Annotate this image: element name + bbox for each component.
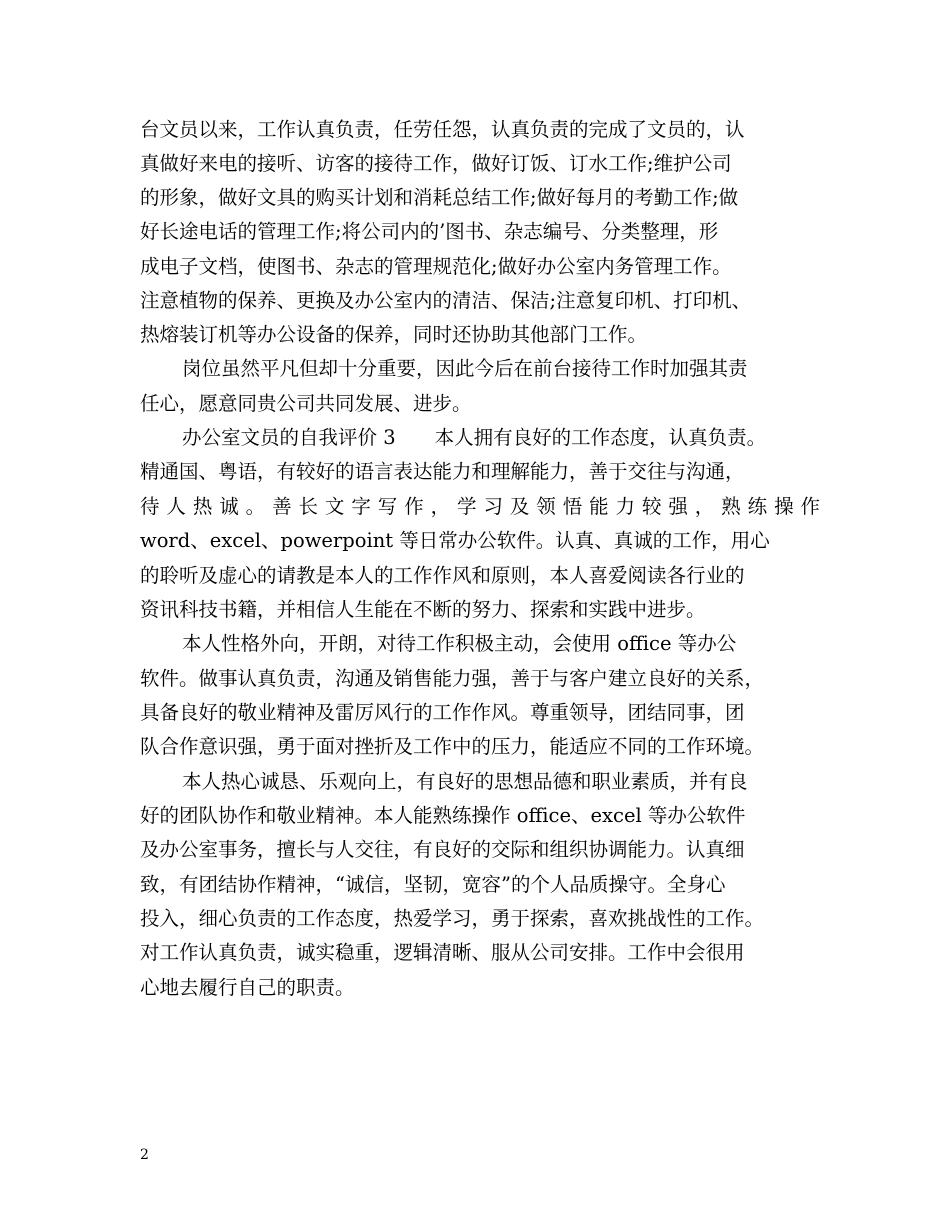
text-line: 真做好来电的接听、访客的接待工作，做好订饭、订水工作;维护公司 — [140, 152, 732, 175]
text-line: 的形象，做好文具的购买计划和消耗总结工作;做好每月的考勤工作;做 — [140, 186, 739, 209]
paragraph-first-line: 岗位虽然平凡但却十分重要，因此今后在前台接待工作时加强其责 — [182, 357, 748, 380]
text-line: 心地去履行自己的职责。 — [140, 976, 355, 999]
text-line: 投入，细心负责的工作态度，热爱学习，勇于探索，喜欢挑战性的工作。 — [140, 907, 765, 930]
text-line: 软件。做事认真负责，沟通及销售能力强，善于与客户建立良好的关系， — [140, 667, 765, 690]
paragraph-first-line: 办公室文员的自我评价 3 本人拥有良好的工作态度，认真负责。 — [182, 426, 767, 449]
text-line: 精通国、粤语，有较好的语言表达能力和理解能力，善于交往与沟通， — [140, 460, 745, 483]
text-line: 成电子文档，使图书、杂志的管理规范化;做好办公室内务管理工作。 — [140, 255, 732, 278]
text-line: 任心，愿意同贵公司共同发展、进步。 — [140, 392, 472, 415]
text-line: word、excel、powerpoint 等日常办公软件。认真、真诚的工作，用心 — [140, 529, 770, 552]
page-number: 2 — [140, 1147, 149, 1163]
text-line: 的聆听及虚心的请教是本人的工作作风和原则，本人喜爱阅读各行业的 — [140, 564, 745, 587]
text-line: 致，有团结协作精神，“诚信，坚韧，宽容”的个人品质操守。全身心 — [140, 873, 726, 896]
text-line: 待人热诚。善长文字写作，学习及领悟能力较强，熟练操作 — [140, 495, 820, 518]
paragraph-first-line: 本人热心诚恳、乐观向上，有良好的思想品德和职业素质，并有良 — [182, 770, 748, 793]
text-line: 好的团队协作和敬业精神。本人能熟练操作 office、excel 等办公软件 — [140, 804, 746, 827]
text-line: 对工作认真负责，诚实稳重，逻辑清晰、服从公司安排。工作中会很用 — [140, 941, 745, 964]
text-line: 队合作意识强，勇于面对挫折及工作中的压力，能适应不同的工作环境。 — [140, 735, 765, 758]
text-line: 好长途电话的管理工作;将公司内的’图书、杂志编号、分类整理，形 — [140, 220, 719, 243]
text-line: 台文员以来，工作认真负责，任劳任怨，认真负责的完成了文员的，认 — [140, 118, 745, 141]
text-line: 及办公室事务，擅长与人交往，有良好的交际和组织协调能力。认真细 — [140, 838, 745, 861]
paragraph-first-line: 本人性格外向，开朗，对待工作积极主动，会使用 office 等办公 — [182, 632, 737, 655]
text-line: 资讯科技书籍，并相信人生能在不断的努力、探索和实践中进步。 — [140, 598, 706, 621]
text-line: 具备良好的敬业精神及雷厉风行的工作作风。尊重领导，团结同事，团 — [140, 701, 745, 724]
text-line: 热熔装订机等办公设备的保养，同时还协助其他部门工作。 — [140, 323, 648, 346]
text-line: 注意植物的保养、更换及办公室内的清洁、保洁;注意复印机、打印机、 — [140, 289, 752, 312]
